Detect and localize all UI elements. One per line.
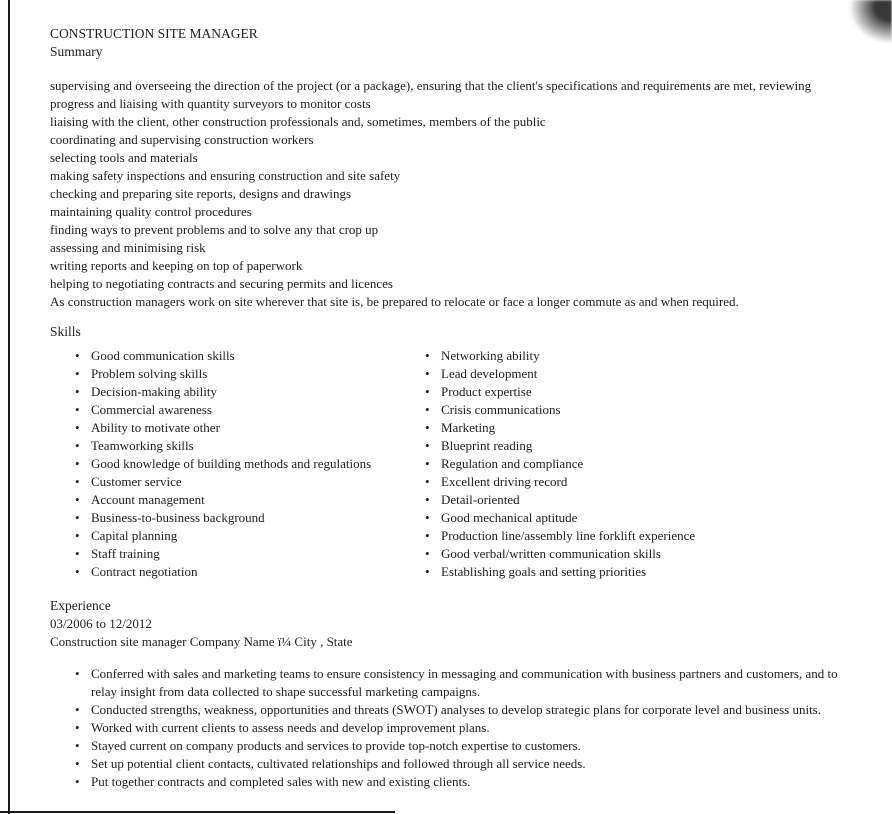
skill-item: • Networking ability bbox=[425, 347, 847, 365]
skill-item: • Problem solving skills bbox=[75, 365, 400, 383]
experience-bullet: • Stayed current on company products and services to provide top-notch expertise to customers. bbox=[75, 737, 847, 755]
skill-item: • Detail-oriented bbox=[425, 491, 847, 509]
skills-heading: Skills bbox=[50, 324, 81, 339]
page-title: CONSTRUCTION SITE MANAGER bbox=[50, 26, 258, 41]
skills-columns bbox=[50, 347, 847, 581]
summary-paragraph: writing reports and keeping on top of paperwork bbox=[50, 258, 303, 273]
experience-position-line: Construction site manager Company Name ï¼ City , State bbox=[50, 634, 353, 649]
summary-paragraph: As construction managers work on site wherever that site is, be prepared to relocate or face a longer commute as and when required. bbox=[50, 294, 739, 309]
skill-item: • Contract negotiation bbox=[75, 563, 400, 581]
summary-paragraph: making safety inspections and ensuring construction and site safety bbox=[50, 168, 401, 183]
skill-item: • Decision-making ability bbox=[75, 383, 400, 401]
skills-left-column bbox=[50, 347, 400, 581]
experience-bullet: • Worked with current clients to assess needs and develop improvement plans. bbox=[75, 719, 847, 737]
experience-bullets bbox=[50, 665, 847, 791]
skills-right-column bbox=[400, 347, 847, 581]
summary-paragraph: coordinating and supervising construction workers bbox=[50, 132, 314, 147]
page-left-border bbox=[8, 0, 10, 814]
skill-item: • Establishing goals and setting priorities bbox=[425, 563, 847, 581]
document-content bbox=[50, 25, 847, 791]
skill-item: • Crisis communications bbox=[425, 401, 847, 419]
summary-paragraph: checking and preparing site reports, designs and drawings bbox=[50, 186, 352, 201]
skill-item: • Marketing bbox=[425, 419, 847, 437]
experience-bullet: • Conducted strengths, weakness, opportunities and threats (SWOT) analyses to develop strategic plans for corporate level and business units. bbox=[75, 701, 847, 719]
skill-item: • Good mechanical aptitude bbox=[425, 509, 847, 527]
experience-bullet: • Set up potential client contacts, cultivated relationships and followed through all service needs. bbox=[75, 755, 847, 773]
experience-date-range: 03/2006 to 12/2012 bbox=[50, 616, 152, 631]
skill-item: • Good verbal/written communication skills bbox=[425, 545, 847, 563]
summary-paragraph: helping to negotiating contracts and securing permits and licences bbox=[50, 276, 393, 291]
skill-item: • Teamworking skills bbox=[75, 437, 400, 455]
skill-item: • Customer service bbox=[75, 473, 400, 491]
summary-paragraph: selecting tools and materials bbox=[50, 150, 198, 165]
summary-paragraph: maintaining quality control procedures bbox=[50, 204, 252, 219]
skill-item: • Account management bbox=[75, 491, 400, 509]
summary-paragraph: liaising with the client, other construction professionals and, sometimes, members of the public bbox=[50, 114, 546, 129]
experience-bullet: • Conferred with sales and marketing teams to ensure consistency in messaging and communication with business partners and customers, and to relay insight from data collected to shape successful marketing campaigns. bbox=[75, 665, 847, 701]
skill-item: • Commercial awareness bbox=[75, 401, 400, 419]
skill-item: • Good communication skills bbox=[75, 347, 400, 365]
page-bottom-border bbox=[0, 811, 395, 813]
skill-item: • Staff training bbox=[75, 545, 400, 563]
skill-item: • Lead development bbox=[425, 365, 847, 383]
skill-item: • Good knowledge of building methods and regulations bbox=[75, 455, 400, 473]
summary-paragraph: finding ways to prevent problems and to solve any that crop up bbox=[50, 222, 379, 237]
skill-item: • Production line/assembly line forklift experience bbox=[425, 527, 847, 545]
experience-bullet: • Put together contracts and completed sales with new and existing clients. bbox=[75, 773, 847, 791]
summary-heading: Summary bbox=[50, 44, 103, 59]
skill-item: • Blueprint reading bbox=[425, 437, 847, 455]
skill-item: • Ability to motivate other bbox=[75, 419, 400, 437]
skill-item: • Capital planning bbox=[75, 527, 400, 545]
skill-item: • Business-to-business background bbox=[75, 509, 400, 527]
summary-paragraphs bbox=[50, 77, 847, 311]
skill-item: • Excellent driving record bbox=[425, 473, 847, 491]
summary-paragraph: assessing and minimising risk bbox=[50, 240, 206, 255]
experience-heading: Experience bbox=[50, 598, 111, 613]
skill-item: • Product expertise bbox=[425, 383, 847, 401]
skill-item: • Regulation and compliance bbox=[425, 455, 847, 473]
summary-paragraph: supervising and overseeing the direction of the project (or a package), ensuring that the client's specifications and requirements are met, reviewing progress and liaising with quantity surveyors to monitor costs bbox=[50, 78, 812, 111]
